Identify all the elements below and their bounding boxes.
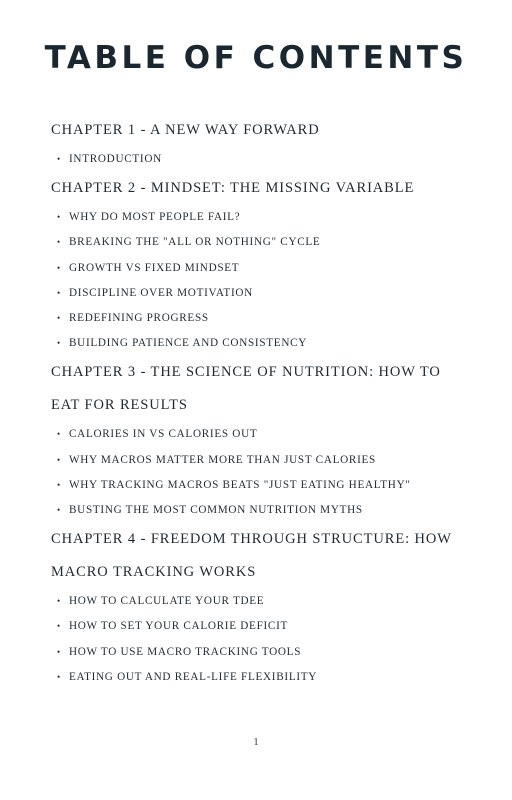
list-item [51, 448, 461, 473]
list-item-label: WHY DO MOST PEOPLE FAIL? [69, 211, 241, 224]
list-item-label: EATING OUT AND REAL-LIFE FLEXIBILITY [69, 670, 318, 683]
list-item-label: BREAKING THE "ALL OR NOTHING" CYCLE [69, 236, 321, 249]
table-of-contents [51, 117, 461, 690]
list-item-label: HOW TO CALCULATE YOUR TDEE [69, 595, 265, 608]
list-item-label: BUILDING PATIENCE AND CONSISTENCY [69, 337, 308, 350]
bullet-icon: • [57, 429, 61, 440]
chapter-2-heading: CHAPTER 2 - MINDSET: THE MISSING VARIABLE [51, 180, 415, 197]
bullet-icon: • [57, 646, 61, 657]
page-title: TABLE OF CONTENTS [44, 40, 468, 76]
bullet-icon: • [57, 262, 61, 273]
bullet-icon: • [57, 287, 61, 298]
chapter-3-heading-line-2: EAT FOR RESULTS [51, 397, 188, 414]
chapter-3-heading-line-1: CHAPTER 3 - THE SCIENCE OF NUTRITION: HOW TO [51, 364, 441, 381]
list-item [51, 281, 461, 306]
bullet-icon: • [57, 154, 61, 164]
list-item [51, 498, 461, 523]
list-item [51, 230, 461, 255]
list-item-label: WHY TRACKING MACROS BEATS "JUST EATING HEALTHY" [69, 478, 411, 491]
list-item [51, 589, 461, 614]
bullet-icon: • [57, 671, 61, 682]
page-number: 1 [253, 737, 259, 748]
list-item [51, 614, 461, 639]
list-item-label: INTRODUCTION [69, 153, 162, 165]
list-item [51, 473, 461, 498]
bullet-icon: • [57, 454, 61, 465]
chapter-4-heading-line-1: CHAPTER 4 - FREEDOM THROUGH STRUCTURE: HOW [51, 531, 452, 548]
chapter-1-heading: CHAPTER 1 - A NEW WAY FORWARD [51, 122, 320, 138]
list-item-label: WHY MACROS MATTER MORE THAN JUST CALORIES [69, 453, 376, 466]
bullet-icon: • [57, 338, 61, 349]
bullet-icon: • [57, 621, 61, 632]
list-item-label: BUSTING THE MOST COMMON NUTRITION MYTHS [69, 504, 363, 517]
list-item-label: HOW TO USE MACRO TRACKING TOOLS [69, 645, 302, 658]
bullet-icon: • [57, 479, 61, 490]
bullet-icon: • [57, 596, 61, 607]
bullet-icon: • [57, 505, 61, 516]
chapter-4-items [51, 589, 461, 690]
list-item [51, 665, 461, 690]
list-item [51, 205, 461, 230]
list-item [51, 640, 461, 665]
chapter-2-items [51, 205, 461, 356]
chapter-4-heading-line-2: MACRO TRACKING WORKS [51, 564, 257, 581]
list-item-label: HOW TO SET YOUR CALORIE DEFICIT [69, 620, 289, 633]
chapter-3-items [51, 422, 461, 523]
list-item-label: DISCIPLINE OVER MOTIVATION [69, 286, 253, 299]
list-item [51, 306, 461, 331]
chapter-1-items [51, 147, 461, 172]
list-item [51, 331, 461, 356]
bullet-icon: • [57, 237, 61, 248]
list-item [51, 422, 461, 447]
bullet-icon: • [57, 313, 61, 324]
bullet-icon: • [57, 212, 61, 223]
list-item-label: REDEFINING PROGRESS [69, 312, 209, 325]
list-item [51, 147, 461, 172]
list-item [51, 256, 461, 281]
list-item-label: CALORIES IN VS CALORIES OUT [69, 428, 258, 441]
list-item-label: GROWTH VS FIXED MINDSET [69, 261, 240, 274]
